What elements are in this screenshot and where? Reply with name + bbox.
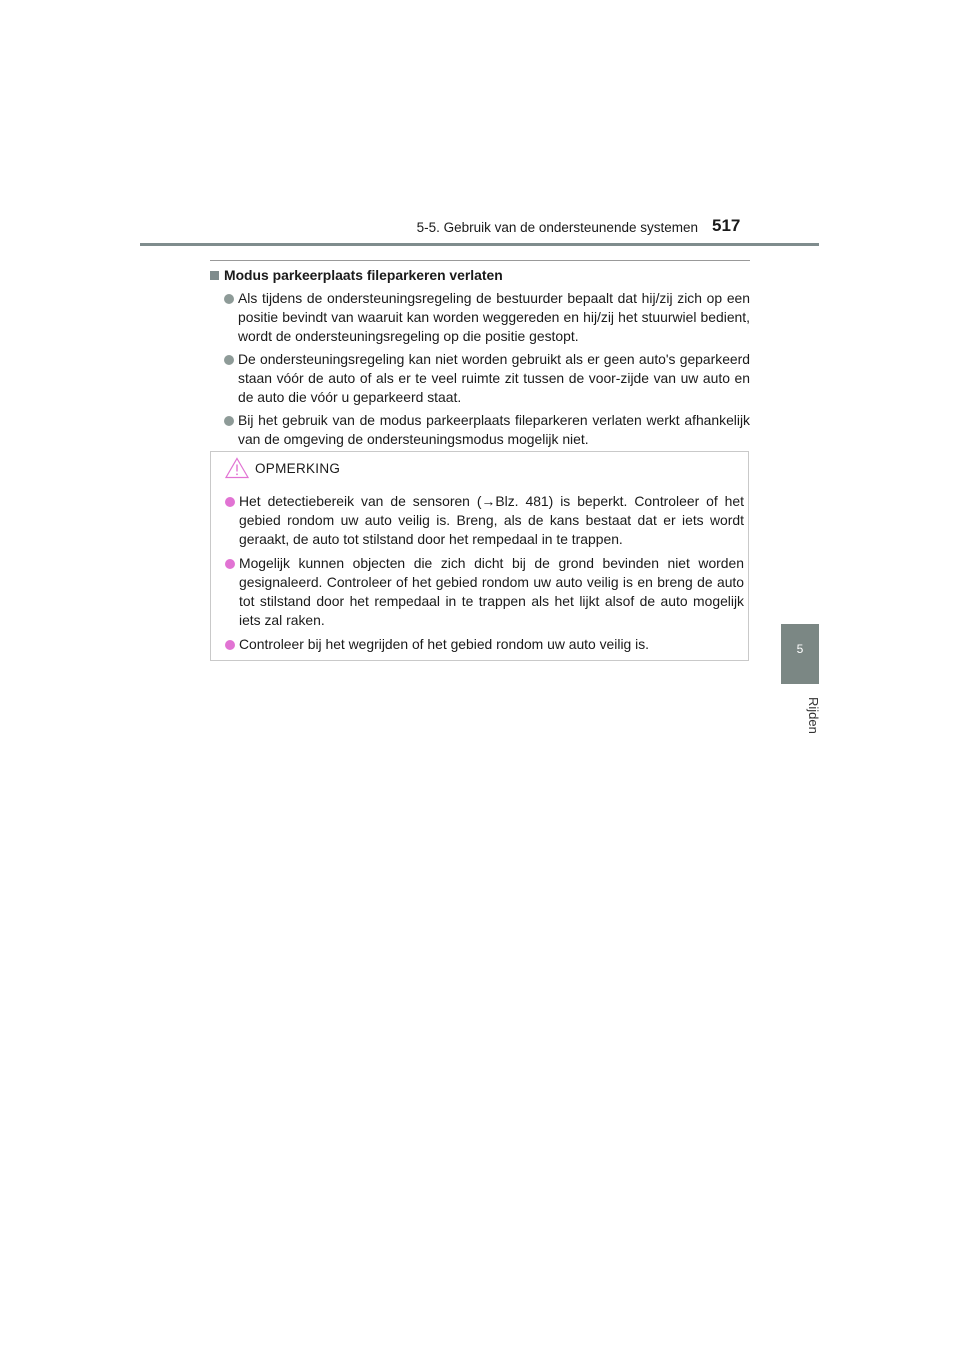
list-item-text: Bij het gebruik van de modus parkeerplaats fileparkeren verlaten werkt afhankelijk van de omgeving de ondersteuningsmodus mogelijk niet. — [238, 412, 750, 447]
notice-title: OPMERKING — [255, 460, 341, 476]
bullet-icon — [225, 640, 235, 650]
square-bullet-icon — [210, 271, 219, 280]
warning-triangle-icon — [225, 457, 249, 479]
section-heading — [210, 266, 750, 285]
page-number: 517 — [712, 216, 741, 235]
notice-box — [210, 451, 749, 661]
notice-body — [211, 492, 750, 659]
chapter-label: Rijden — [806, 696, 821, 734]
section-title: 5-5. Gebruik van de ondersteunende systemen — [416, 220, 698, 235]
list-item-text: De ondersteuningsregeling kan niet worden gebruikt als er geen auto's geparkeerd staan vóór de auto of als er te veel ruimte zit tussen de voor-zijde van uw auto en de auto die vóór u geparkeerd staat. — [238, 351, 750, 405]
bullet-icon — [224, 416, 234, 426]
notice-item-text: Controleer bij het wegrijden of het gebied rondom uw auto veilig is. — [239, 636, 650, 652]
notice-item-text: Mogelijk kunnen objecten die zich dicht bij de grond bevinden niet worden gesignaleerd. Controleer of het gebied rondom uw auto veilig is en breng de auto tot stilstand door het rempedaal in te trappen als het lijkt alsof de auto mogelijk iets zal raken. — [239, 555, 744, 628]
bullet-icon — [225, 497, 235, 507]
header-divider — [140, 243, 819, 246]
bullet-icon — [224, 294, 234, 304]
notice-header — [225, 456, 340, 480]
notice-item — [211, 554, 744, 630]
notice-item — [211, 492, 744, 549]
content-divider — [210, 260, 750, 261]
bullet-icon — [225, 559, 235, 569]
list-item — [210, 350, 750, 407]
section-heading-text: Modus parkeerplaats fileparkeren verlaten — [224, 267, 503, 283]
chapter-tab — [781, 624, 819, 684]
bullet-icon — [224, 355, 234, 365]
notice-item-text: Het detectiebereik van de sensoren (→Blz. 481) is beperkt. Controleer of het gebied rondom uw auto veilig is. Breng, als de kans bestaat dat er iets wordt geraakt, de auto tot stilstand door het rempedaal in te trappen. — [239, 493, 744, 547]
notice-item — [211, 635, 744, 654]
list-item — [210, 411, 750, 449]
list-item-text: Als tijdens de ondersteuningsregeling de bestuurder bepaalt dat hij/zij zich op een positie bevindt van waaruit kan worden weggereden en hij/zij het stuurwiel bedient, wordt de ondersteuningsregeling op die positie gestopt. — [238, 290, 750, 344]
main-section — [210, 266, 750, 453]
chapter-number: 5 — [796, 642, 804, 656]
list-item — [210, 289, 750, 346]
